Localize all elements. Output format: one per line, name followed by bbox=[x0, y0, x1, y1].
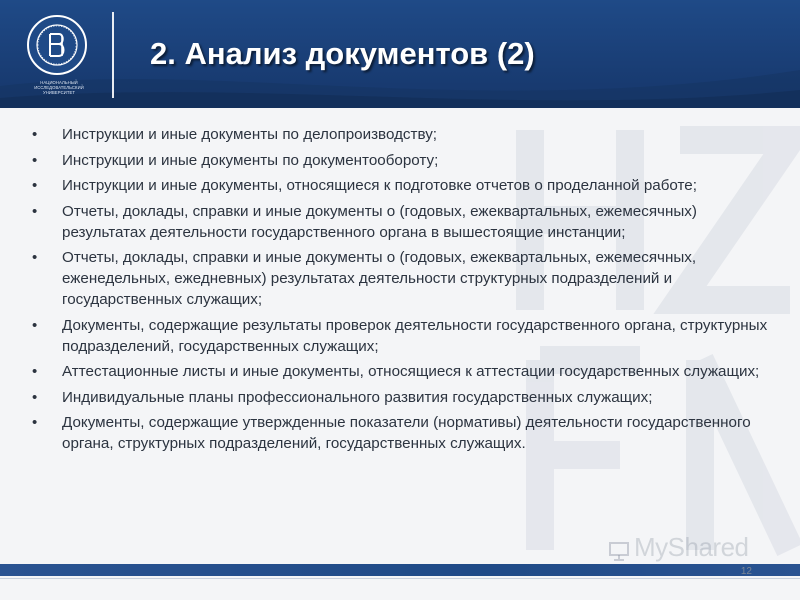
bullet-item bbox=[28, 150, 768, 171]
footer-line bbox=[0, 578, 800, 579]
header-band bbox=[0, 0, 800, 108]
bullet-text: Аттестационные листы и иные документы, относящиеся к аттестации государственных служащих; bbox=[62, 363, 760, 380]
bullet-dot-icon: • bbox=[32, 414, 38, 431]
bullet-text: Документы, содержащие результаты проверок деятельности государственного органа, структурных подразделений, государственных служащих; bbox=[62, 316, 768, 355]
presentation-watermark-icon bbox=[608, 540, 630, 562]
bullet-item bbox=[28, 315, 768, 357]
bullet-text: Инструкции и иные документы по документообороту; bbox=[62, 151, 439, 169]
bullet-text: Отчеты, доклады, справки и иные документы о (годовых, ежеквартальных, ежемесячных, еженедельных, ежедневных) результатах деятельности структурных подразделений и государственных служащих; bbox=[62, 249, 697, 308]
bullet-dot-icon: • bbox=[32, 202, 38, 220]
bullet-item bbox=[28, 412, 768, 454]
header-divider bbox=[112, 12, 114, 98]
slide-content bbox=[28, 124, 768, 459]
bullet-dot-icon: • bbox=[32, 151, 38, 169]
site-watermark: MyShared bbox=[634, 532, 749, 562]
bullet-item bbox=[28, 387, 768, 408]
university-logo bbox=[18, 14, 100, 100]
hse-logo-icon bbox=[26, 14, 88, 76]
page-number: 12 bbox=[740, 566, 752, 577]
bullet-dot-icon: • bbox=[32, 249, 38, 266]
bullet-item bbox=[28, 124, 768, 145]
bullet-text: Документы, содержащие утвержденные показатели (нормативы) деятельности государственного органа, структурных подразделений, государственных служащих. bbox=[62, 414, 751, 452]
bullet-dot-icon: • bbox=[32, 363, 38, 380]
slide-title: 2. Анализ документов (2) bbox=[150, 36, 535, 71]
bullet-text: Инструкции и иные документы по делопроизводству; bbox=[62, 126, 438, 143]
footer-bar bbox=[0, 564, 800, 576]
bullet-list bbox=[28, 124, 768, 454]
bullet-item bbox=[28, 175, 768, 196]
bullet-dot-icon: • bbox=[32, 388, 38, 406]
bullet-item bbox=[28, 201, 768, 243]
bullet-item bbox=[28, 247, 768, 310]
bullet-item bbox=[28, 361, 768, 382]
bullet-dot-icon: • bbox=[32, 177, 38, 194]
bullet-text: Инструкции и иные документы, относящиеся к подготовке отчетов о проделанной работе; bbox=[62, 177, 697, 194]
bullet-dot-icon: • bbox=[32, 316, 38, 334]
bullet-dot-icon: • bbox=[32, 126, 38, 143]
bullet-text: Индивидуальные планы профессионального развития государственных служащих; bbox=[62, 388, 653, 406]
bullet-text: Отчеты, доклады, справки и иные документы о (годовых, ежеквартальных, ежемесячных) результатах деятельности государственного органа в вышестоящие инстанции; bbox=[62, 202, 697, 241]
logo-caption: НАЦИОНАЛЬНЫЙ ИССЛЕДОВАТЕЛЬСКИЙ УНИВЕРСИТЕТ bbox=[34, 80, 84, 95]
